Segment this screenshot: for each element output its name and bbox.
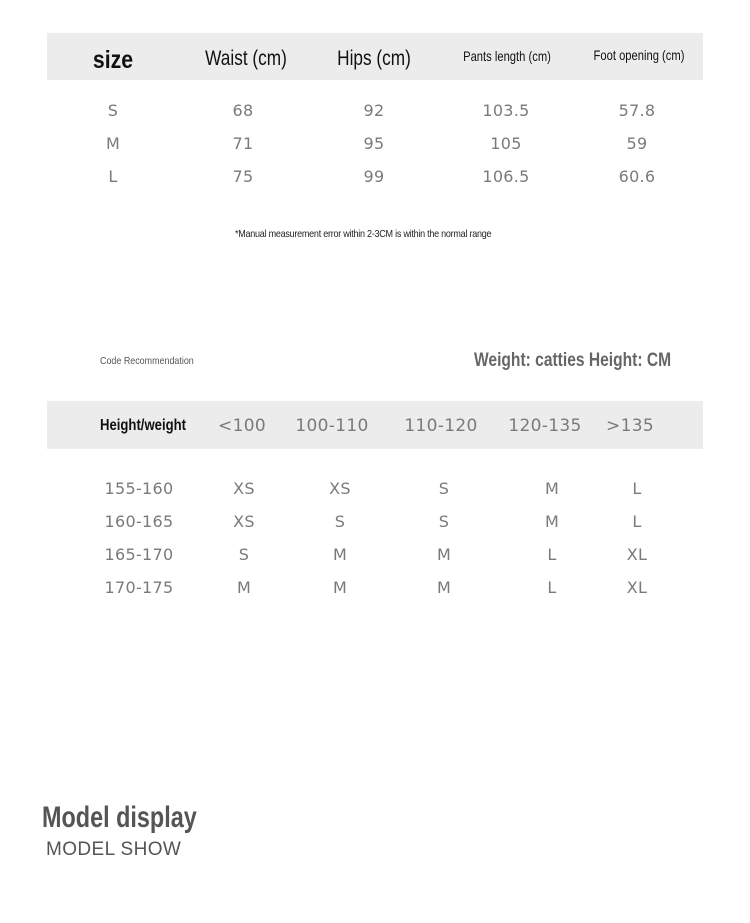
table-cell: 60.6	[618, 167, 656, 186]
weight-range-header: >135	[606, 416, 654, 436]
table-cell: 95	[363, 134, 385, 153]
units-label: Weight: catties Height: CM	[474, 350, 672, 371]
hips-header: Hips (cm)	[337, 47, 411, 70]
table-cell: 75	[232, 167, 254, 186]
table-cell: 92	[363, 101, 385, 120]
table-cell: L	[547, 578, 557, 597]
table-cell: XS	[233, 512, 255, 531]
table-cell: L	[108, 167, 118, 186]
model-display-title: Model display	[42, 801, 197, 834]
table-cell: M	[105, 134, 121, 153]
table-cell: M	[332, 578, 348, 597]
table-cell: M	[332, 545, 348, 564]
table-cell: XL	[626, 545, 648, 564]
table-cell: S	[438, 479, 450, 498]
table-cell: M	[236, 578, 252, 597]
code-recommendation-label: Code Recommendation	[100, 355, 194, 367]
height-weight-header: Height/weight	[99, 417, 187, 434]
table-cell: M	[544, 512, 560, 531]
table-cell: S	[334, 512, 346, 531]
table-cell: M	[436, 578, 452, 597]
table-cell: 59	[626, 134, 648, 153]
table-cell: XL	[626, 578, 648, 597]
table-cell: 103.5	[482, 101, 530, 120]
table-cell: 155-160	[104, 479, 174, 498]
table-cell: M	[544, 479, 560, 498]
table-cell: L	[632, 479, 642, 498]
table-cell: L	[632, 512, 642, 531]
table-cell: XS	[329, 479, 351, 498]
waist-header: Waist (cm)	[205, 47, 287, 70]
size-header: size	[92, 46, 134, 74]
table-cell: 71	[232, 134, 254, 153]
weight-range-header: 110-120	[404, 416, 478, 436]
table-cell: XS	[233, 479, 255, 498]
table-cell: 106.5	[482, 167, 530, 186]
foot-opening-header: Foot opening (cm)	[593, 47, 685, 63]
table-cell: 165-170	[104, 545, 174, 564]
table-cell: S	[238, 545, 250, 564]
table-cell: M	[436, 545, 452, 564]
model-show-subtitle: MODEL SHOW	[46, 839, 182, 860]
table-cell: S	[438, 512, 450, 531]
measurement-note: *Manual measurement error within 2-3CM is within the normal range	[235, 228, 492, 240]
weight-range-header: <100	[218, 416, 266, 436]
table-cell: 57.8	[618, 101, 656, 120]
table-cell: 68	[232, 101, 254, 120]
pants-length-header: Pants length (cm)	[463, 48, 551, 64]
table-cell: S	[107, 101, 119, 120]
weight-range-header: 100-110	[295, 416, 369, 436]
table-cell: L	[547, 545, 557, 564]
table-cell: 170-175	[104, 578, 174, 597]
table-cell: 160-165	[104, 512, 174, 531]
table-cell: 105	[490, 134, 522, 153]
weight-range-header: 120-135	[508, 416, 582, 436]
table-cell: 99	[363, 167, 385, 186]
